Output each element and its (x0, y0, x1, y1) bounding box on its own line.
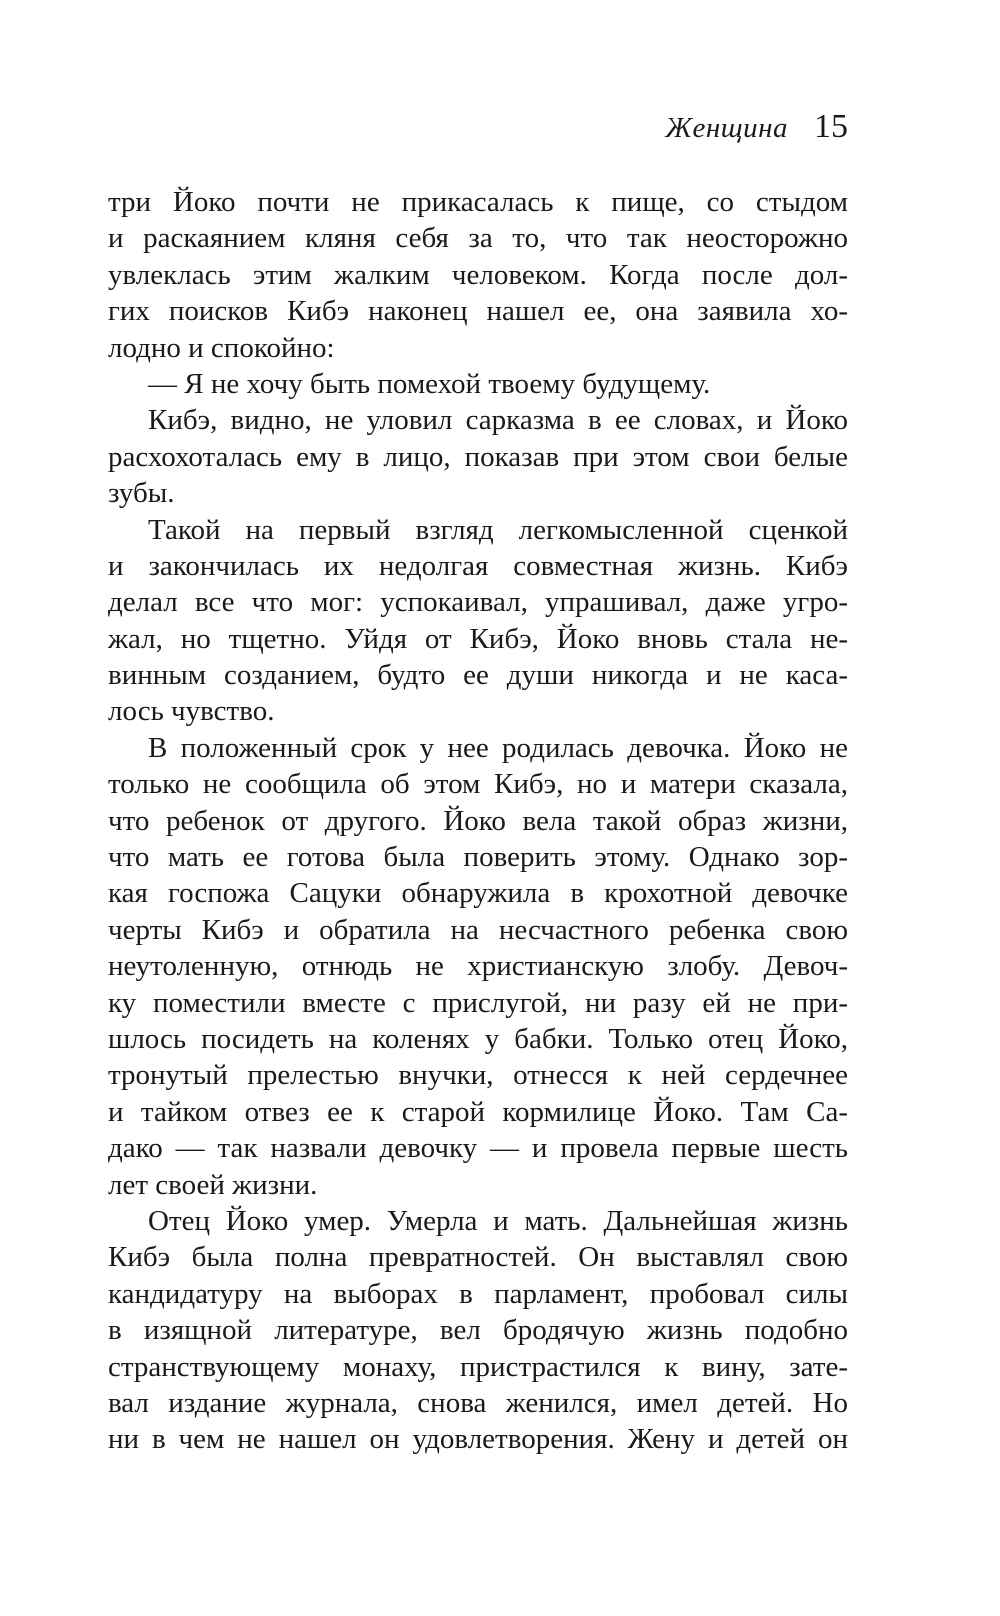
text-line: дако — так назвали девочку — и провела первые шесть (108, 1132, 848, 1165)
text-line: ни в чем не нашел он удовлетворения. Жену и детей он (108, 1423, 848, 1456)
text-line: лет своей жизни. (108, 1168, 318, 1201)
text-line: жал, но тщетно. Уйдя от Кибэ, Йоко вновь стала не- (108, 622, 848, 655)
text-line: Такой на первый взгляд легкомысленной сценкой (148, 513, 848, 546)
text-line: в изящной литературе, вел бродячую жизнь подобно (108, 1314, 848, 1347)
text-line: винным созданием, будто ее души никогда и не каса- (108, 659, 848, 692)
text-line: вал издание журнала, снова женился, имел детей. Но (108, 1386, 848, 1419)
text-line: расхохоталась ему в лицо, показав при этом свои белые (108, 440, 848, 473)
running-head (665, 108, 848, 146)
text-line: делал все что мог: успокаивал, упрашивал, даже угро- (108, 586, 848, 619)
text-line: лось чувство. (108, 695, 275, 728)
text-line: Кибэ, видно, не уловил сарказма в ее словах, и Йоко (148, 404, 848, 437)
text-line: кандидатуру на выборах в парламент, пробовал силы (108, 1277, 848, 1310)
text-line: и закончилась их недолгая совместная жизнь. Кибэ (108, 549, 848, 582)
text-line: лодно и спокойно: (108, 331, 335, 364)
text-line: три Йоко почти не прикасалась к пище, со стыдом (108, 186, 848, 218)
text-line: черты Кибэ и обратила на несчастного ребенка свою (108, 913, 848, 946)
text-line: неутоленную, отнюдь не христианскую злобу. Девоч- (108, 950, 848, 983)
text-line: ку поместили вместе с прислугой, ни разу ей не при- (108, 986, 848, 1019)
text-line: гих поисков Кибэ наконец нашел ее, она заявила хо- (108, 295, 848, 328)
text-line: В положенный срок у нее родилась девочка. Йоко не (148, 731, 848, 764)
text-line: увлеклась этим жалким человеком. Когда после дол- (108, 258, 848, 291)
text-line: Кибэ была полна превратностей. Он выставлял свою (108, 1241, 848, 1274)
text-line: и раскаянием кляня себя за то, что так неосторожно (108, 222, 848, 255)
text-line: зубы. (108, 477, 175, 510)
text-line: странствующему монаху, пристрастился к вину, зате- (108, 1350, 848, 1383)
text-line: что ребенок от другого. Йоко вела такой образ жизни, (108, 804, 848, 837)
page-number: 15 (814, 108, 848, 145)
running-title: Женщина (665, 112, 788, 144)
text-line: кая госпожа Сацуки обнаружила в крохотной девочке (108, 877, 848, 910)
text-line: Отец Йоко умер. Умерла и мать. Дальнейшая жизнь (148, 1204, 848, 1237)
text-line: тронутый прелестью внучки, отнесся к ней сердечнее (108, 1059, 848, 1092)
text-line: только не сообщила об этом Кибэ, но и матери сказала, (108, 768, 848, 801)
text-line: шлось посидеть на коленях у бабки. Только отец Йоко, (108, 1022, 848, 1055)
text-line: — Я не хочу быть помехой твоему будущему. (148, 367, 711, 400)
text-line: что мать ее готова была поверить этому. Однако зор- (108, 841, 848, 874)
text-line: и тайком отвез ее к старой кормилице Йоко. Там Са- (108, 1095, 848, 1128)
body-text (108, 184, 848, 1458)
